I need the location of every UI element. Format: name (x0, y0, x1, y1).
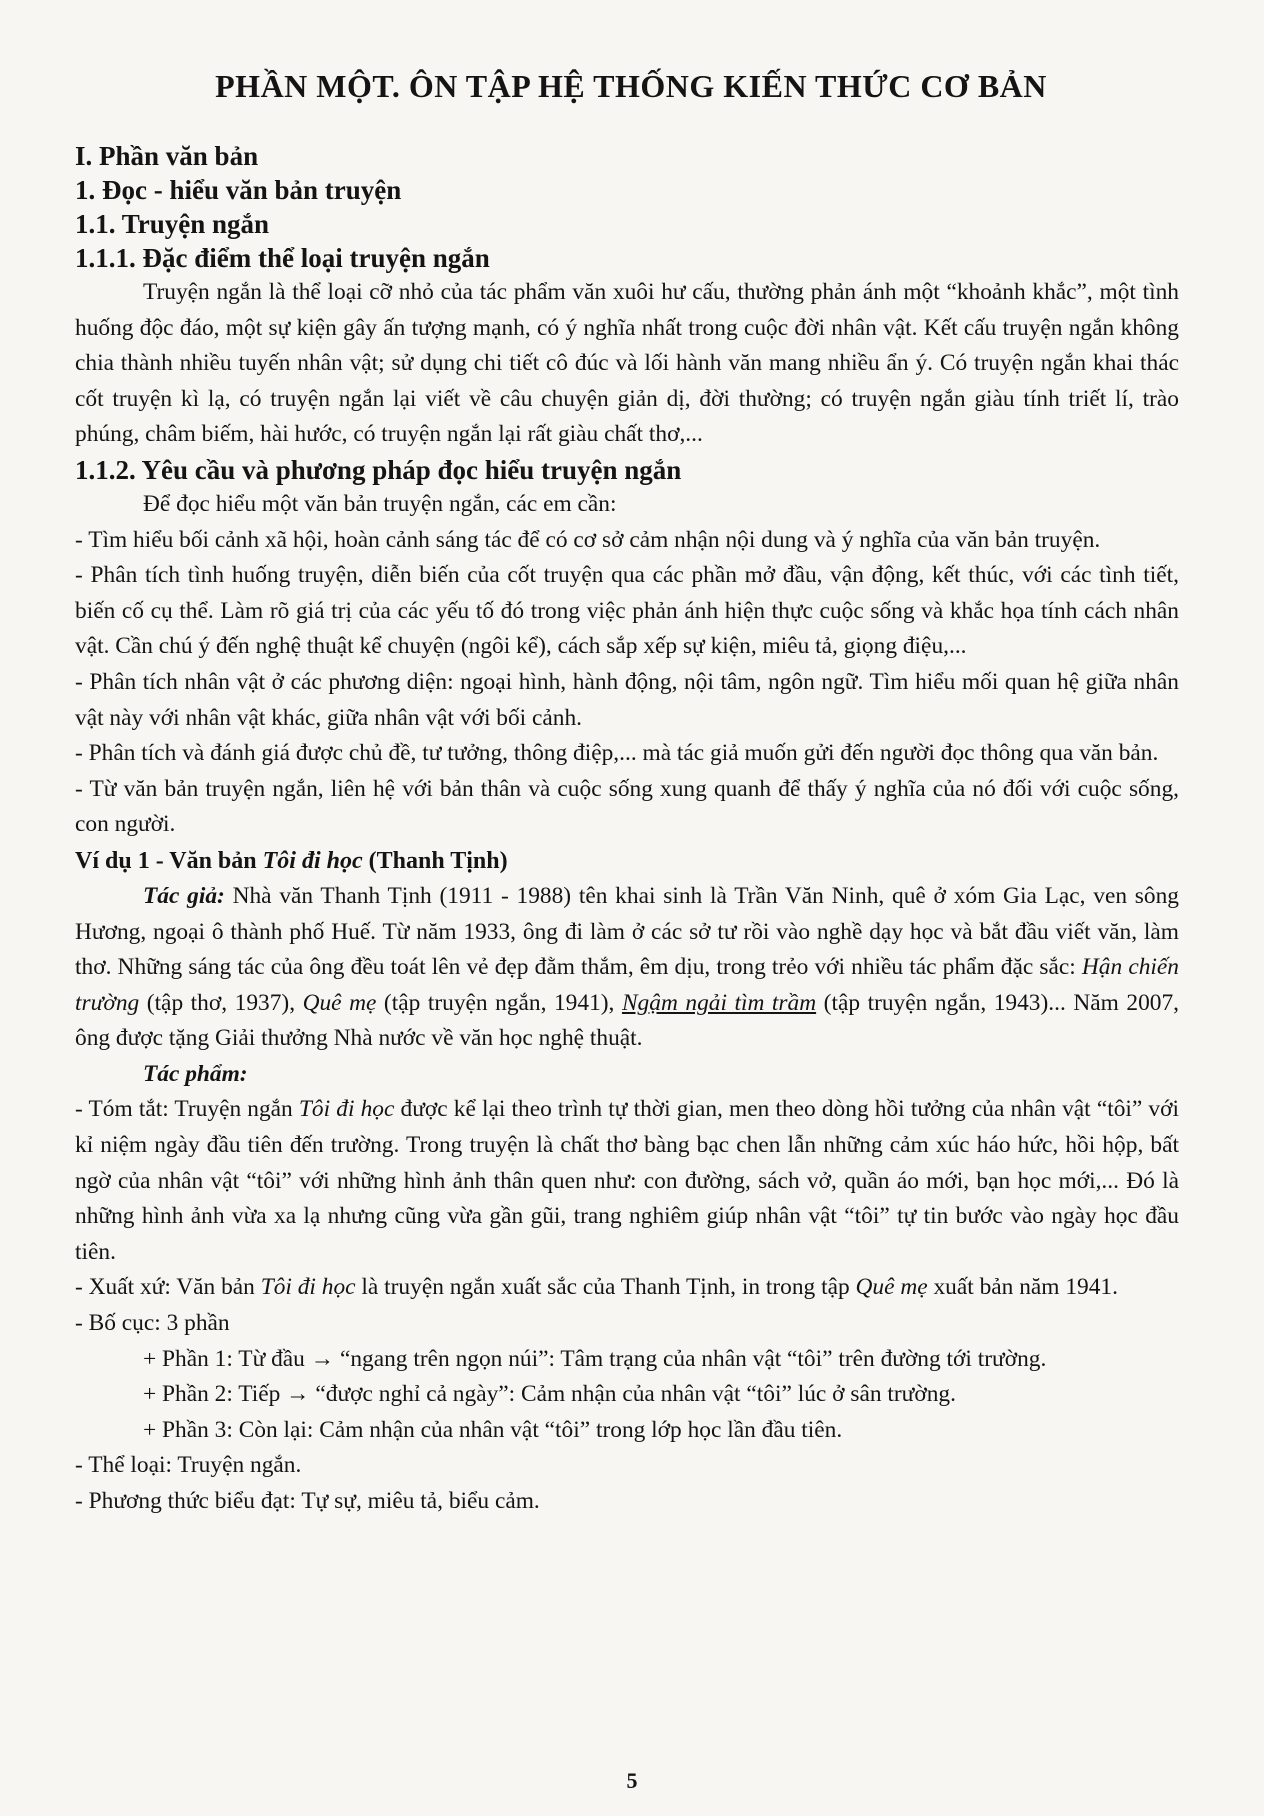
heading-section-1-1-1: 1.1.1. Đặc điểm thể loại truyện ngắn (75, 243, 490, 273)
expression-mode-line: - Phương thức biểu đạt: Tự sự, miêu tả, biểu cảm. (75, 1488, 540, 1514)
example-heading: Ví dụ 1 - Văn bản Tôi đi học (Thanh Tịnh) (75, 847, 508, 874)
list-item: - Phân tích tình huống truyện, diễn biến của cốt truyện qua các phần mở đầu, vận động, kết thúc, với các tình tiết, biến cố cụ thể. Làm rõ giá trị của các yếu tố đó trong việc phản ánh hiện thực cuộc sống và khắc họa tính cách nhân vật. Cần chú ý đến nghệ thuật kể chuyện (ngôi kể), cách sắp xếp sự kiện, miêu tả, giọng điệu,... (75, 562, 1179, 660)
example-work-title: Tôi đi học (262, 847, 363, 874)
heading-section-1-1-2: 1.1.2. Yêu cầu và phương pháp đọc hiểu truyện ngắn (75, 454, 682, 485)
list-item: - Phân tích và đánh giá được chủ đề, tư tưởng, thông điệp,... mà tác giả muốn gửi đến người đọc thông qua văn bản. (75, 740, 1159, 767)
heading-section-1: 1. Đọc - hiểu văn bản truyện (75, 175, 402, 205)
paragraph-origin: - Xuất xứ: Văn bản Tôi đi học là truyện ngắn xuất sắc của Thanh Tịnh, in trong tập Quê mẹ xuất bản năm 1941. (75, 1274, 1118, 1301)
list-item: - Phân tích nhân vật ở các phương diện: ngoại hình, hành động, nội tâm, ngôn ngữ. Tìm hiểu mối quan hệ giữa nhân vật này với nhân vật khác, giữa nhân vật với bối cảnh. (75, 668, 1179, 731)
paragraph-author: Tác giả: Nhà văn Thanh Tịnh (1911 - 1988) tên khai sinh là Trần Văn Ninh, quê ở xóm Gia Lạc, ven sông Hương, ngoại ô thành phố Huế. Từ năm 1933, ông đi làm ở các sở tư rồi vào nghề dạy học và bắt đầu viết văn, làm thơ. Những sáng tác của ông đều toát lên vẻ đẹp đằm thắm, êm dịu, trong trẻo với nhiều tác phẩm đặc sắc: Hận chiến trường (tập thơ, 1937), Quê mẹ (tập truyện ngắn, 1941), Ngậm ngải tìm trầm (tập truyện ngắn, 1943)... Năm 2007, ông được tặng Giải thưởng Nhà nước về văn học nghệ thuật. (75, 882, 1180, 1052)
structure-part: + Phần 2: Tiếp → “được nghỉ cả ngày”: Cảm nhận của nhân vật “tôi” lúc ở sân trường. (143, 1381, 956, 1408)
page-number: 5 (626, 1768, 638, 1793)
paragraph-requirements-intro: Để đọc hiểu một văn bản truyện ngắn, các em cần: (143, 490, 617, 517)
heading-part-1: I. Phần văn bản (75, 141, 259, 171)
list-item: - Tìm hiểu bối cảnh xã hội, hoàn cảnh sáng tác để có cơ sở cảm nhận nội dung và ý nghĩa của văn bản truyện. (75, 526, 1101, 553)
paragraph-summary: - Tóm tắt: Truyện ngắn Tôi đi học được kể lại theo trình tự thời gian, men theo dòng hồi tưởng của nhân vật “tôi” với kỉ niệm ngày đầu tiên đến trường. Trong truyện là chất thơ bàng bạc chen lẫn những cảm xúc háo hức, hồi hộp, bất ngờ của nhân vật “tôi” với những hình ảnh thân quen như: con đường, sách vở, quần áo mới, bạn học mới,... Đó là những hình ảnh vừa xa lạ nhưng cũng vừa gần gũi, trang nghiêm giúp nhân vật “tôi” tự tin bước vào ngày học đầu tiên. (75, 1096, 1179, 1265)
paragraph-genre-features: Truyện ngắn là thể loại cỡ nhỏ của tác phẩm văn xuôi hư cấu, thường phản ánh một “khoảnh khắc”, một tình huống độc đáo, một sự kiện gây ấn tượng mạnh, có ý nghĩa nhất trong cuộc đời nhân vật. Kết cấu truyện ngắn không chia thành nhiều tuyến nhân vật; sử dụng chi tiết cô đúc và lối hành văn mang nhiều ẩn ý. Có truyện ngắn khai thác cốt truyện kì lạ, có truyện ngắn lại viết về câu chuyện giản dị, đời thường; có truyện ngắn giàu tính triết lí, trào phúng, châm biếm, hài hước, có truyện ngắn lại rất giàu chất thơ,... (75, 279, 1179, 448)
list-item: - Từ văn bản truyện ngắn, liên hệ với bản thân và cuộc sống xung quanh để thấy ý nghĩa của nó đối với cuộc sống, con người. (75, 775, 1179, 838)
heading-section-1-1: 1.1. Truyện ngắn (75, 209, 270, 239)
work-label: Tác phẩm: (143, 1060, 248, 1087)
structure-part: + Phần 1: Từ đầu → “ngang trên ngọn núi”: Tâm trạng của nhân vật “tôi” trên đường tới trường. (143, 1345, 1047, 1372)
page-title: PHẦN MỘT. ÔN TẬP HỆ THỐNG KIẾN THỨC CƠ BẢN (215, 68, 1047, 104)
structure-part: + Phần 3: Còn lại: Cảm nhận của nhân vật “tôi” trong lớp học lần đầu tiên. (143, 1416, 843, 1443)
author-label: Tác giả: (143, 882, 225, 909)
structure-label: - Bố cục: 3 phần (75, 1310, 230, 1337)
genre-line: - Thể loại: Truyện ngắn. (75, 1452, 302, 1479)
